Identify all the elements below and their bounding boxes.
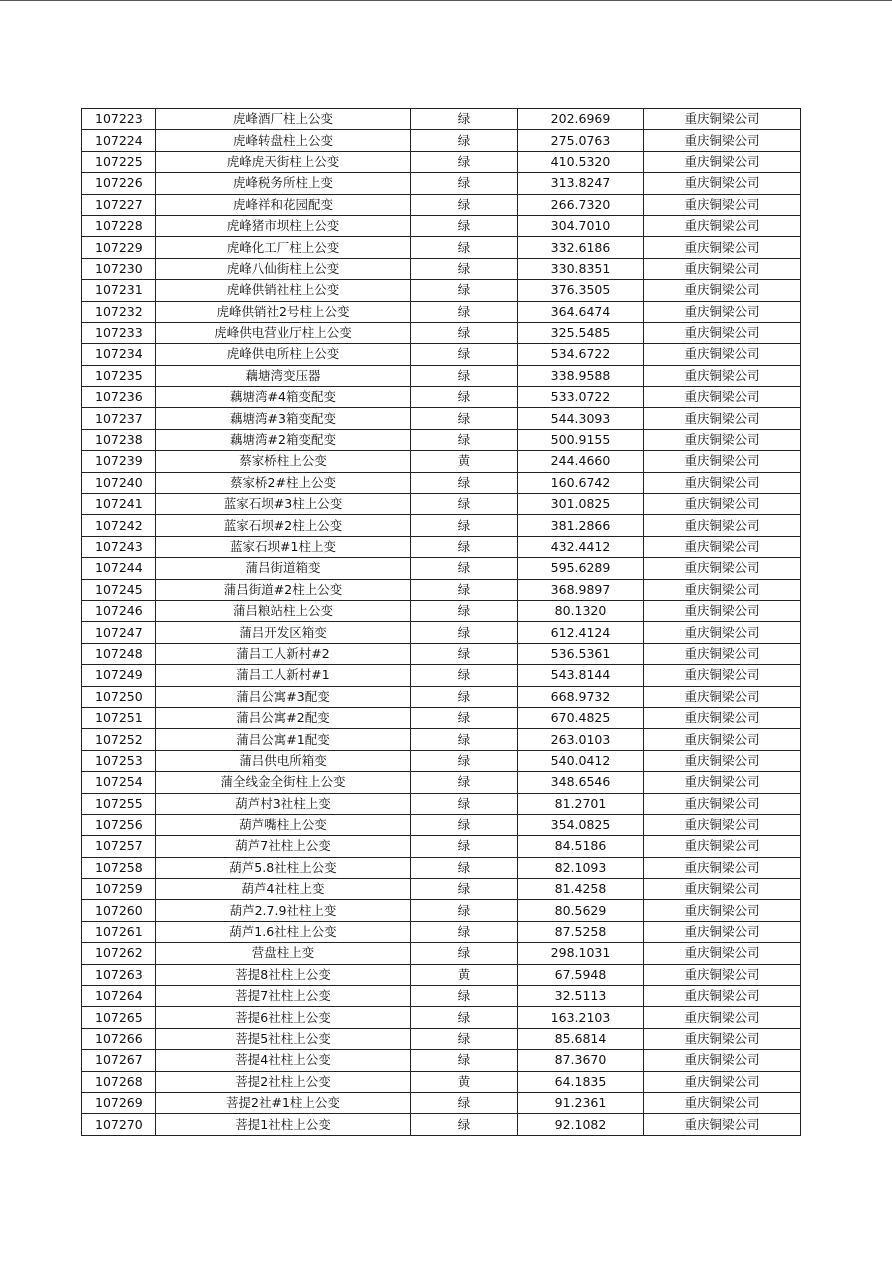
- cell-value: 368.9897: [518, 579, 644, 600]
- cell-company: 重庆铜梁公司: [644, 1071, 801, 1092]
- cell-status: 绿: [411, 515, 518, 536]
- cell-value: 543.8144: [518, 665, 644, 686]
- cell-value: 301.0825: [518, 494, 644, 515]
- cell-status: 黄: [411, 964, 518, 985]
- cell-name: 菩提8社柱上公变: [156, 964, 411, 985]
- table-row: [82, 151, 801, 172]
- cell-name: 蒲吕街道箱变: [156, 558, 411, 579]
- cell-id: 107261: [82, 921, 156, 942]
- cell-company: 重庆铜梁公司: [644, 879, 801, 900]
- cell-status: 绿: [411, 579, 518, 600]
- cell-value: 160.6742: [518, 472, 644, 493]
- table-row: [82, 1028, 801, 1049]
- cell-status: 绿: [411, 1092, 518, 1113]
- cell-value: 536.5361: [518, 643, 644, 664]
- table-row: [82, 665, 801, 686]
- cell-value: 80.1320: [518, 600, 644, 621]
- cell-company: 重庆铜梁公司: [644, 686, 801, 707]
- cell-name: 蔡家桥2#柱上公变: [156, 472, 411, 493]
- table-row: [82, 1007, 801, 1028]
- table-row: [82, 173, 801, 194]
- cell-company: 重庆铜梁公司: [644, 515, 801, 536]
- table-row: [82, 600, 801, 621]
- table-row: [82, 729, 801, 750]
- cell-status: 黄: [411, 451, 518, 472]
- cell-name: 虎峰虎天街柱上公变: [156, 151, 411, 172]
- cell-id: 107241: [82, 494, 156, 515]
- cell-id: 107247: [82, 622, 156, 643]
- table-row: [82, 772, 801, 793]
- table-row: [82, 408, 801, 429]
- cell-id: 107268: [82, 1071, 156, 1092]
- table-row: [82, 900, 801, 921]
- cell-status: 绿: [411, 215, 518, 236]
- table-row: [82, 814, 801, 835]
- cell-value: 84.5186: [518, 836, 644, 857]
- cell-name: 虎峰供电所柱上公变: [156, 344, 411, 365]
- cell-status: 绿: [411, 600, 518, 621]
- cell-status: 绿: [411, 729, 518, 750]
- cell-name: 蓝家石坝#2柱上公变: [156, 515, 411, 536]
- cell-id: 107250: [82, 686, 156, 707]
- cell-status: 绿: [411, 1050, 518, 1071]
- cell-status: 黄: [411, 1071, 518, 1092]
- cell-name: 蒲吕街道#2柱上公变: [156, 579, 411, 600]
- cell-company: 重庆铜梁公司: [644, 1050, 801, 1071]
- cell-value: 87.3670: [518, 1050, 644, 1071]
- cell-company: 重庆铜梁公司: [644, 408, 801, 429]
- cell-company: 重庆铜梁公司: [644, 622, 801, 643]
- cell-company: 重庆铜梁公司: [644, 1114, 801, 1135]
- cell-company: 重庆铜梁公司: [644, 429, 801, 450]
- cell-id: 107234: [82, 344, 156, 365]
- cell-value: 670.4825: [518, 707, 644, 728]
- cell-status: 绿: [411, 643, 518, 664]
- cell-name: 虎峰转盘柱上公变: [156, 130, 411, 151]
- cell-company: 重庆铜梁公司: [644, 1007, 801, 1028]
- cell-company: 重庆铜梁公司: [644, 1028, 801, 1049]
- cell-company: 重庆铜梁公司: [644, 579, 801, 600]
- table-row: [82, 365, 801, 386]
- cell-company: 重庆铜梁公司: [644, 921, 801, 942]
- table-row: [82, 793, 801, 814]
- cell-status: 绿: [411, 772, 518, 793]
- cell-status: 绿: [411, 109, 518, 130]
- cell-name: 蒲吕工人新村#1: [156, 665, 411, 686]
- cell-status: 绿: [411, 344, 518, 365]
- cell-id: 107243: [82, 536, 156, 557]
- cell-name: 虎峰化工厂柱上公变: [156, 237, 411, 258]
- cell-status: 绿: [411, 900, 518, 921]
- cell-company: 重庆铜梁公司: [644, 986, 801, 1007]
- cell-status: 绿: [411, 258, 518, 279]
- cell-id: 107269: [82, 1092, 156, 1113]
- cell-name: 蔡家桥柱上公变: [156, 451, 411, 472]
- cell-status: 绿: [411, 750, 518, 771]
- cell-company: 重庆铜梁公司: [644, 600, 801, 621]
- table-row: [82, 921, 801, 942]
- cell-name: 菩提4社柱上公变: [156, 1050, 411, 1071]
- cell-status: 绿: [411, 1007, 518, 1028]
- cell-company: 重庆铜梁公司: [644, 558, 801, 579]
- cell-value: 410.5320: [518, 151, 644, 172]
- cell-name: 菩提2社柱上公变: [156, 1071, 411, 1092]
- cell-value: 432.4412: [518, 536, 644, 557]
- cell-id: 107267: [82, 1050, 156, 1071]
- cell-name: 菩提7社柱上公变: [156, 986, 411, 1007]
- table-row: [82, 879, 801, 900]
- cell-name: 菩提5社柱上公变: [156, 1028, 411, 1049]
- cell-status: 绿: [411, 1114, 518, 1135]
- cell-value: 202.6969: [518, 109, 644, 130]
- cell-status: 绿: [411, 387, 518, 408]
- cell-status: 绿: [411, 814, 518, 835]
- cell-name: 蒲吕粮站柱上公变: [156, 600, 411, 621]
- table-row: [82, 494, 801, 515]
- cell-id: 107246: [82, 600, 156, 621]
- cell-id: 107253: [82, 750, 156, 771]
- cell-id: 107232: [82, 301, 156, 322]
- cell-id: 107235: [82, 365, 156, 386]
- cell-id: 107228: [82, 215, 156, 236]
- table-row: [82, 943, 801, 964]
- cell-status: 绿: [411, 322, 518, 343]
- cell-value: 32.5113: [518, 986, 644, 1007]
- cell-value: 376.3505: [518, 280, 644, 301]
- cell-status: 绿: [411, 558, 518, 579]
- cell-id: 107259: [82, 879, 156, 900]
- cell-id: 107257: [82, 836, 156, 857]
- table-row: [82, 1071, 801, 1092]
- cell-name: 虎峰祥和花园配变: [156, 194, 411, 215]
- cell-value: 67.5948: [518, 964, 644, 985]
- cell-status: 绿: [411, 707, 518, 728]
- table-row: [82, 237, 801, 258]
- table-row: [82, 1050, 801, 1071]
- cell-company: 重庆铜梁公司: [644, 451, 801, 472]
- cell-status: 绿: [411, 793, 518, 814]
- cell-value: 348.6546: [518, 772, 644, 793]
- table-row: [82, 344, 801, 365]
- cell-name: 蓝家石坝#1柱上变: [156, 536, 411, 557]
- table-row: [82, 1114, 801, 1135]
- cell-company: 重庆铜梁公司: [644, 494, 801, 515]
- cell-id: 107255: [82, 793, 156, 814]
- cell-id: 107263: [82, 964, 156, 985]
- cell-company: 重庆铜梁公司: [644, 943, 801, 964]
- cell-value: 540.0412: [518, 750, 644, 771]
- cell-status: 绿: [411, 408, 518, 429]
- cell-name: 蒲吕公寓#2配变: [156, 707, 411, 728]
- cell-status: 绿: [411, 536, 518, 557]
- table-row: [82, 622, 801, 643]
- cell-id: 107252: [82, 729, 156, 750]
- table-row: [82, 986, 801, 1007]
- table-row: [82, 429, 801, 450]
- cell-status: 绿: [411, 472, 518, 493]
- table-body: [82, 109, 801, 1136]
- cell-name: 葫芦2.7.9社柱上变: [156, 900, 411, 921]
- cell-company: 重庆铜梁公司: [644, 707, 801, 728]
- cell-value: 163.2103: [518, 1007, 644, 1028]
- cell-name: 虎峰八仙街柱上公变: [156, 258, 411, 279]
- page-top-rule: [0, 0, 892, 1]
- cell-status: 绿: [411, 622, 518, 643]
- cell-value: 304.7010: [518, 215, 644, 236]
- cell-name: 葫芦7社柱上公变: [156, 836, 411, 857]
- cell-value: 81.2701: [518, 793, 644, 814]
- cell-company: 重庆铜梁公司: [644, 387, 801, 408]
- table-row: [82, 387, 801, 408]
- cell-id: 107242: [82, 515, 156, 536]
- cell-value: 325.5485: [518, 322, 644, 343]
- cell-company: 重庆铜梁公司: [644, 322, 801, 343]
- cell-status: 绿: [411, 686, 518, 707]
- cell-id: 107233: [82, 322, 156, 343]
- cell-company: 重庆铜梁公司: [644, 151, 801, 172]
- cell-value: 275.0763: [518, 130, 644, 151]
- table-row: [82, 686, 801, 707]
- cell-company: 重庆铜梁公司: [644, 964, 801, 985]
- cell-value: 668.9732: [518, 686, 644, 707]
- cell-id: 107266: [82, 1028, 156, 1049]
- transformer-table: [81, 108, 801, 1136]
- cell-id: 107239: [82, 451, 156, 472]
- cell-status: 绿: [411, 879, 518, 900]
- cell-status: 绿: [411, 857, 518, 878]
- cell-company: 重庆铜梁公司: [644, 365, 801, 386]
- cell-id: 107244: [82, 558, 156, 579]
- cell-name: 蒲吕公寓#3配变: [156, 686, 411, 707]
- cell-id: 107238: [82, 429, 156, 450]
- cell-company: 重庆铜梁公司: [644, 344, 801, 365]
- cell-company: 重庆铜梁公司: [644, 772, 801, 793]
- cell-id: 107256: [82, 814, 156, 835]
- cell-company: 重庆铜梁公司: [644, 237, 801, 258]
- cell-id: 107270: [82, 1114, 156, 1135]
- cell-status: 绿: [411, 494, 518, 515]
- cell-value: 80.5629: [518, 900, 644, 921]
- cell-id: 107245: [82, 579, 156, 600]
- cell-id: 107264: [82, 986, 156, 1007]
- cell-value: 91.2361: [518, 1092, 644, 1113]
- table-row: [82, 536, 801, 557]
- cell-name: 虎峰供电营业厅柱上公变: [156, 322, 411, 343]
- cell-company: 重庆铜梁公司: [644, 729, 801, 750]
- table-row: [82, 964, 801, 985]
- cell-value: 534.6722: [518, 344, 644, 365]
- cell-company: 重庆铜梁公司: [644, 280, 801, 301]
- cell-status: 绿: [411, 1028, 518, 1049]
- table-row: [82, 750, 801, 771]
- cell-value: 85.6814: [518, 1028, 644, 1049]
- cell-name: 藕塘湾#3箱变配变: [156, 408, 411, 429]
- table-row: [82, 515, 801, 536]
- cell-name: 营盘柱上变: [156, 943, 411, 964]
- cell-value: 266.7320: [518, 194, 644, 215]
- cell-status: 绿: [411, 130, 518, 151]
- cell-status: 绿: [411, 280, 518, 301]
- cell-name: 藕塘湾#2箱变配变: [156, 429, 411, 450]
- cell-id: 107262: [82, 943, 156, 964]
- cell-name: 葫芦4社柱上变: [156, 879, 411, 900]
- cell-company: 重庆铜梁公司: [644, 665, 801, 686]
- cell-value: 87.5258: [518, 921, 644, 942]
- cell-id: 107260: [82, 900, 156, 921]
- cell-name: 虎峰供销社柱上公变: [156, 280, 411, 301]
- cell-value: 244.4660: [518, 451, 644, 472]
- table-row: [82, 215, 801, 236]
- cell-name: 蒲吕供电所箱变: [156, 750, 411, 771]
- cell-id: 107249: [82, 665, 156, 686]
- cell-id: 107229: [82, 237, 156, 258]
- cell-name: 虎峰猪市坝柱上公变: [156, 215, 411, 236]
- cell-value: 500.9155: [518, 429, 644, 450]
- table-row: [82, 472, 801, 493]
- cell-company: 重庆铜梁公司: [644, 643, 801, 664]
- cell-status: 绿: [411, 365, 518, 386]
- cell-name: 菩提6社柱上公变: [156, 1007, 411, 1028]
- cell-value: 338.9588: [518, 365, 644, 386]
- table-row: [82, 451, 801, 472]
- table-row: [82, 322, 801, 343]
- cell-company: 重庆铜梁公司: [644, 1092, 801, 1113]
- table-row: [82, 130, 801, 151]
- cell-company: 重庆铜梁公司: [644, 900, 801, 921]
- cell-id: 107225: [82, 151, 156, 172]
- cell-name: 葫芦嘴柱上公变: [156, 814, 411, 835]
- cell-name: 虎峰税务所柱上变: [156, 173, 411, 194]
- table-row: [82, 857, 801, 878]
- cell-company: 重庆铜梁公司: [644, 173, 801, 194]
- cell-company: 重庆铜梁公司: [644, 857, 801, 878]
- cell-id: 107231: [82, 280, 156, 301]
- cell-id: 107226: [82, 173, 156, 194]
- cell-status: 绿: [411, 921, 518, 942]
- cell-name: 藕塘湾#4箱变配变: [156, 387, 411, 408]
- cell-name: 菩提1社柱上公变: [156, 1114, 411, 1135]
- cell-name: 蒲全线金全街柱上公变: [156, 772, 411, 793]
- cell-value: 533.0722: [518, 387, 644, 408]
- table-row: [82, 301, 801, 322]
- cell-id: 107237: [82, 408, 156, 429]
- cell-id: 107258: [82, 857, 156, 878]
- cell-id: 107223: [82, 109, 156, 130]
- table-row: [82, 280, 801, 301]
- cell-value: 381.2866: [518, 515, 644, 536]
- cell-value: 332.6186: [518, 237, 644, 258]
- table-row: [82, 836, 801, 857]
- cell-value: 330.8351: [518, 258, 644, 279]
- cell-company: 重庆铜梁公司: [644, 215, 801, 236]
- cell-status: 绿: [411, 194, 518, 215]
- cell-company: 重庆铜梁公司: [644, 472, 801, 493]
- table-row: [82, 109, 801, 130]
- cell-value: 298.1031: [518, 943, 644, 964]
- cell-name: 葫芦5.8社柱上公变: [156, 857, 411, 878]
- cell-value: 82.1093: [518, 857, 644, 878]
- cell-id: 107251: [82, 707, 156, 728]
- cell-value: 64.1835: [518, 1071, 644, 1092]
- cell-value: 612.4124: [518, 622, 644, 643]
- cell-status: 绿: [411, 151, 518, 172]
- cell-company: 重庆铜梁公司: [644, 836, 801, 857]
- cell-id: 107236: [82, 387, 156, 408]
- cell-name: 菩提2社#1柱上公变: [156, 1092, 411, 1113]
- cell-status: 绿: [411, 429, 518, 450]
- cell-id: 107248: [82, 643, 156, 664]
- cell-name: 蒲吕开发区箱变: [156, 622, 411, 643]
- cell-company: 重庆铜梁公司: [644, 258, 801, 279]
- cell-name: 葫芦1.6社柱上公变: [156, 921, 411, 942]
- table-row: [82, 558, 801, 579]
- cell-value: 354.0825: [518, 814, 644, 835]
- cell-value: 263.0103: [518, 729, 644, 750]
- cell-name: 虎峰供销社2号柱上公变: [156, 301, 411, 322]
- cell-value: 313.8247: [518, 173, 644, 194]
- cell-status: 绿: [411, 943, 518, 964]
- cell-name: 蒲吕公寓#1配变: [156, 729, 411, 750]
- cell-company: 重庆铜梁公司: [644, 793, 801, 814]
- table-row: [82, 194, 801, 215]
- cell-value: 595.6289: [518, 558, 644, 579]
- cell-id: 107224: [82, 130, 156, 151]
- table-row: [82, 579, 801, 600]
- cell-status: 绿: [411, 836, 518, 857]
- cell-company: 重庆铜梁公司: [644, 814, 801, 835]
- cell-status: 绿: [411, 173, 518, 194]
- cell-name: 蒲吕工人新村#2: [156, 643, 411, 664]
- table-row: [82, 707, 801, 728]
- cell-value: 544.3093: [518, 408, 644, 429]
- cell-value: 92.1082: [518, 1114, 644, 1135]
- cell-name: 蓝家石坝#3柱上公变: [156, 494, 411, 515]
- cell-id: 107230: [82, 258, 156, 279]
- cell-status: 绿: [411, 986, 518, 1007]
- table-row: [82, 643, 801, 664]
- cell-company: 重庆铜梁公司: [644, 109, 801, 130]
- cell-id: 107240: [82, 472, 156, 493]
- table-row: [82, 1092, 801, 1113]
- cell-name: 葫芦村3社柱上变: [156, 793, 411, 814]
- cell-id: 107254: [82, 772, 156, 793]
- cell-company: 重庆铜梁公司: [644, 194, 801, 215]
- cell-name: 虎峰酒厂柱上公变: [156, 109, 411, 130]
- cell-name: 藕塘湾变压器: [156, 365, 411, 386]
- cell-id: 107227: [82, 194, 156, 215]
- cell-value: 81.4258: [518, 879, 644, 900]
- cell-id: 107265: [82, 1007, 156, 1028]
- table-row: [82, 258, 801, 279]
- cell-status: 绿: [411, 665, 518, 686]
- cell-status: 绿: [411, 301, 518, 322]
- cell-company: 重庆铜梁公司: [644, 750, 801, 771]
- cell-company: 重庆铜梁公司: [644, 130, 801, 151]
- cell-status: 绿: [411, 237, 518, 258]
- cell-company: 重庆铜梁公司: [644, 536, 801, 557]
- cell-company: 重庆铜梁公司: [644, 301, 801, 322]
- cell-value: 364.6474: [518, 301, 644, 322]
